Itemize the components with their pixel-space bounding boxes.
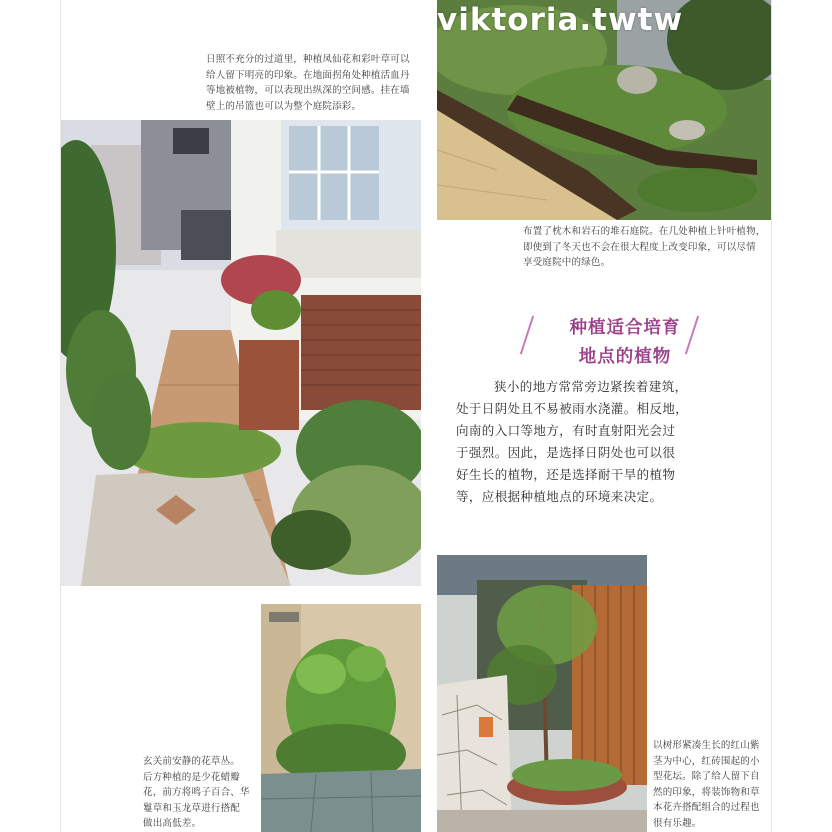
caption-line: 布置了枕木和岩石的堆石庭院。在几处种植上针叶植物， <box>523 226 766 237</box>
body-line: 于强烈。因此，是选择日阴处也可以很 <box>456 445 676 460</box>
caption-line: 壁上的吊篮也可以为整个庭院添彩。 <box>206 100 362 112</box>
body-line: 好生长的植物，还是选择耐干旱的植物 <box>456 467 676 482</box>
caption-line: 本花卉搭配组合的过程也 <box>653 802 760 813</box>
photo-passage <box>61 120 421 586</box>
caption-line: 然的印象，将装饰物和草 <box>653 786 760 798</box>
section-heading-line: 地点的植物 <box>578 347 672 367</box>
photo-entrance-image <box>261 604 421 832</box>
photo-flowerbed <box>437 555 647 832</box>
photo-rock-garden <box>437 0 771 220</box>
caption-line: 后方种植的是少花蜡瓣 <box>143 771 241 783</box>
caption-passage <box>206 52 436 114</box>
caption-flowerbed <box>653 738 773 831</box>
body-line: 狭小的地方常常旁边紧挨着建筑， <box>494 379 688 394</box>
caption-line: 茎为中心，红砖围起的小 <box>653 755 760 767</box>
caption-line: 花，前方将鸣子百合、华 <box>143 787 250 798</box>
magazine-page <box>60 0 772 832</box>
caption-line: 即使到了冬天也不会在很大程度上改变印象，可以尽情 <box>523 241 756 253</box>
caption-line: 享受庭院中的绿色。 <box>523 257 611 268</box>
section-heading-line: 种植适合培育 <box>569 318 681 338</box>
body-line: 向南的入口等地方，有时直射阳光会过 <box>456 423 676 438</box>
photo-entrance <box>261 604 421 832</box>
caption-line: 给人留下明亮的印象。在地面拐角处种植活血丹 <box>206 69 410 81</box>
caption-line: 鬘草和玉龙草进行搭配 <box>143 802 241 814</box>
photo-passage-image <box>61 120 421 586</box>
heading-slash-left <box>520 316 534 355</box>
section-heading <box>555 314 695 368</box>
caption-line: 很有乐趣。 <box>653 817 702 829</box>
caption-line: 日照不充分的过道里，种植凤仙花和彩叶草可以 <box>206 54 410 65</box>
caption-line: 玄关前安静的花草丛。 <box>143 756 241 767</box>
body-line: 等，应根据种植地点的环境来决定。 <box>456 489 663 504</box>
caption-rock-garden <box>523 224 773 271</box>
caption-line: 型花坛。除了给人留下自 <box>653 771 760 782</box>
watermark: viktoria.twtw <box>437 2 684 38</box>
caption-line: 做出高低差。 <box>143 818 202 829</box>
caption-line: 等地被植物，可以表现出纵深的空间感。挂在墙 <box>206 85 410 96</box>
section-body <box>456 376 766 508</box>
photo-flowerbed-image <box>437 555 647 832</box>
caption-entrance <box>143 754 263 832</box>
body-line: 处于日阴处且不易被雨水浇灌。相反地， <box>456 401 689 416</box>
caption-line: 以树形紧凑生长的红山紫 <box>653 740 760 751</box>
